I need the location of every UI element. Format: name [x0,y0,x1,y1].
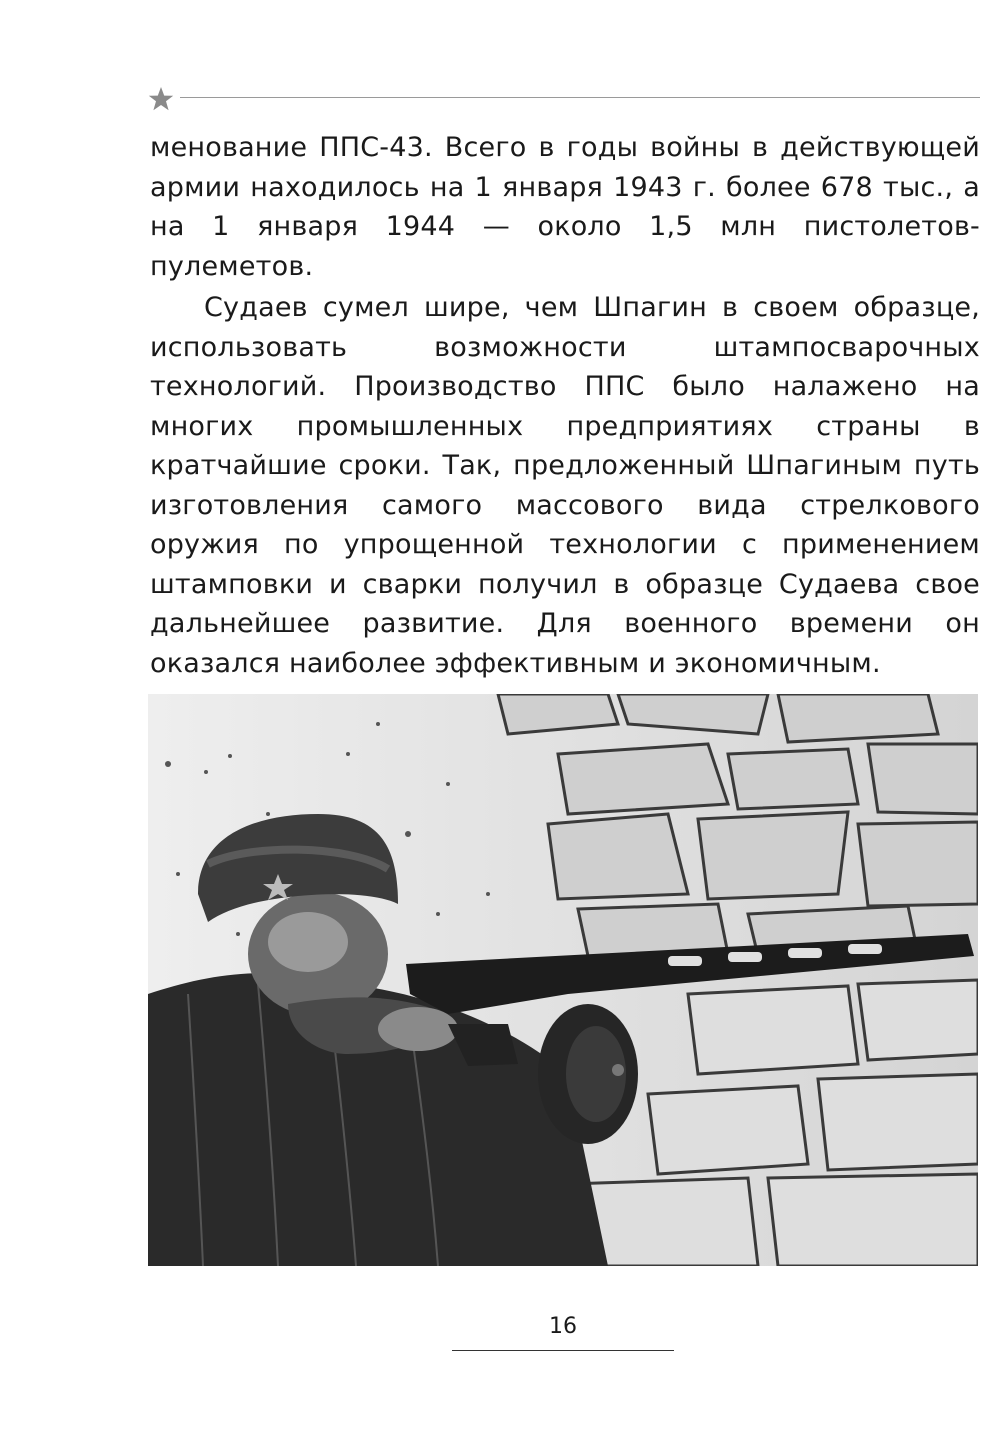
header-rule-line [180,97,980,98]
body-text [150,128,980,683]
header-decoration [148,86,980,110]
star-icon [148,86,174,112]
paragraph-2: Судаев сумел шире, чем Шпагин в своем образце, использовать возможности штампосварочных технологий. Производство ППС было налажено на многих промышленных предприятиях страны в кратчайшие сроки. Так, предложенный Шпагиным путь изготовления самого массового вида стрелкового оружия по упрощенной технологии с применением штамповки и сварки получил в образце Судаева свое дальнейшее развитие. Для военного времени он оказался наиболее эффективным и экономичным. [150,292,980,679]
page-number-rule [452,1350,674,1351]
soldier-photo [148,694,978,1266]
page-number: 16 [549,1314,577,1339]
paragraph-1: менование ППС-43. Всего в годы войны в действующей армии находилось на 1 января 1943 г. более 678 тыс., а на 1 января 1944 — около 1,5 млн пистолетов- пулеметов. [150,132,980,282]
